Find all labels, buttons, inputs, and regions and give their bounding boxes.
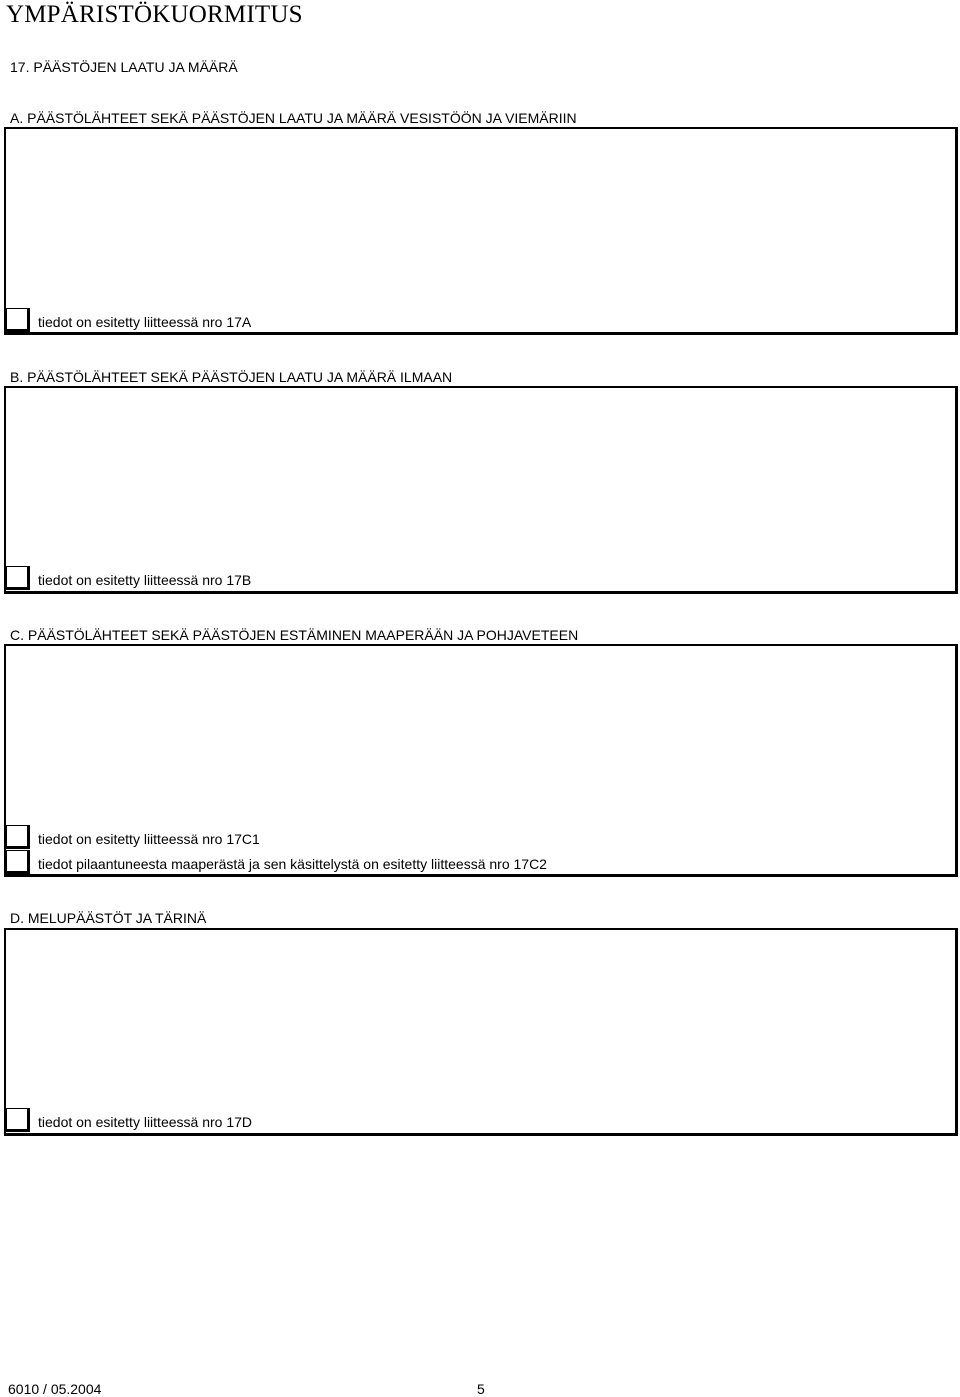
section-d-checkbox-row — [6, 1108, 252, 1132]
section-b-heading: B. PÄÄSTÖLÄHTEET SEKÄ PÄÄSTÖJEN LAATU JA MÄÄRÄ ILMAAN — [10, 369, 453, 385]
section-b-checkbox-label: tiedot on esitetty liitteessä nro 17B — [38, 572, 252, 588]
section-b-textarea[interactable] — [4, 386, 958, 594]
section-b-checkbox-row — [6, 566, 251, 590]
section-c-checkbox-label-2: tiedot pilaantuneesta maaperästä ja sen käsittelystä on esitetty liitteessä nro 17C2 — [38, 856, 547, 872]
section-b-checkbox[interactable] — [6, 566, 30, 590]
section-c-checkbox-row-1 — [6, 825, 260, 849]
page-title: YMPÄRISTÖKUORMITUS — [6, 1, 303, 28]
section-c-checkbox-label-1: tiedot on esitetty liitteessä nro 17C1 — [38, 831, 260, 847]
section-d-heading: D. MELUPÄÄSTÖT JA TÄRINÄ — [10, 910, 207, 926]
footer-form-code: 6010 / 05.2004 — [8, 1381, 102, 1397]
section-a-checkbox-row — [6, 308, 251, 332]
section-c-checkbox-2[interactable] — [6, 850, 30, 874]
section-c-checkbox-1[interactable] — [6, 825, 30, 849]
section-a-checkbox-label: tiedot on esitetty liitteessä nro 17A — [38, 314, 252, 330]
section-a-textarea[interactable] — [4, 127, 958, 335]
section-a-checkbox[interactable] — [6, 308, 30, 332]
section-a-heading: A. PÄÄSTÖLÄHTEET SEKÄ PÄÄSTÖJEN LAATU JA MÄÄRÄ VESISTÖÖN JA VIEMÄRIIN — [10, 110, 577, 126]
section-d-checkbox[interactable] — [6, 1108, 30, 1132]
section-c-heading: C. PÄÄSTÖLÄHTEET SEKÄ PÄÄSTÖJEN ESTÄMINEN MAAPERÄÄN JA POHJAVETEEN — [10, 627, 579, 643]
section-c-checkbox-row-2 — [6, 850, 547, 874]
section-title: 17. PÄÄSTÖJEN LAATU JA MÄÄRÄ — [10, 59, 238, 75]
footer-page-number: 5 — [477, 1381, 485, 1397]
section-d-textarea[interactable] — [4, 928, 958, 1136]
section-d-checkbox-label: tiedot on esitetty liitteessä nro 17D — [38, 1114, 253, 1130]
